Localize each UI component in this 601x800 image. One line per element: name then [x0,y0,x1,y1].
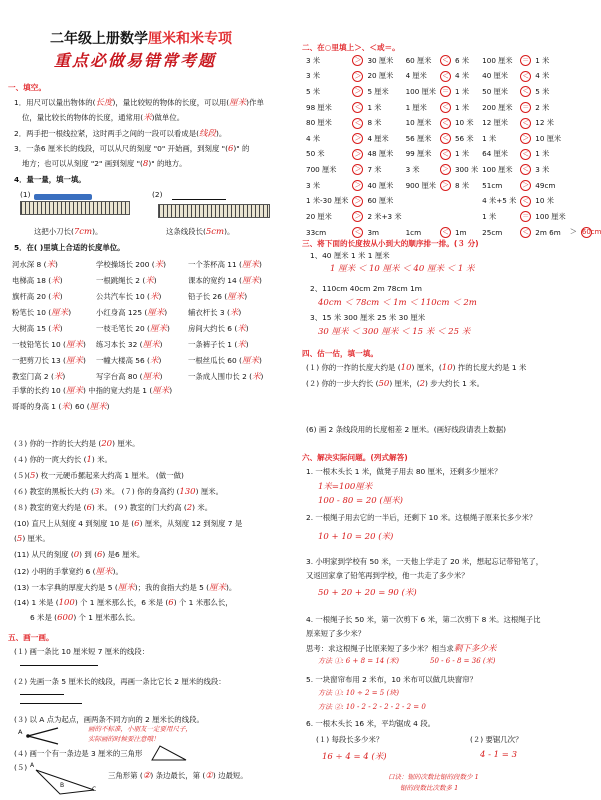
compare-symbol: ＜ [441,103,449,112]
compare-symbol: ＝ [441,87,449,96]
draw-5: (５) [14,763,28,772]
unit-cell: 一根跳绳长 2 (米) [96,276,157,286]
point-a-label: A [18,728,23,736]
q5-14: (14) 1 米是 (100) 个 1 厘米那么长，6 米是 (6) 个 1 米那么长， [14,598,233,608]
knife-image [34,194,92,200]
problem-4-answer2: 50 - 6 - 8 = 36 (米) [430,657,496,665]
answer: 厘米 [51,308,69,318]
compare-row: 80 厘米 ＜ 8 米 10 厘米 ＜ 10 米 12 厘米 ＜ 12 米 [306,118,554,128]
q5-4: (４) 你的一庹大约长 (1) 米。 [14,455,112,465]
unit-cell: 河水深 8 (米) [12,260,58,270]
answer: 长度 [95,98,113,108]
draw-note-2: 实际画的时候要注意哦！ [88,735,160,743]
problem-3-answer: 50 + 20 + 20 = 90 (米) [318,588,417,598]
problem-5-answer1: 方法 ①: 10 ÷ 2 = 5 (块) [318,689,399,697]
q5-11: (11) 从尺的刻度 (0) 到 (6) 是6 厘米。 [14,550,145,560]
order-3-answer: 30 厘米 ＜ 300 厘米 ＜ 15 米 ＜ 25 米 [318,327,471,337]
unit-cell: 辅衣杆长 3 (米) [188,308,242,318]
compare-symbol: ＞ [354,165,362,174]
unit-cell: 一条裤子长 1 (米) [188,340,249,350]
problem-6-1-answer: 16 ÷ 4 = 4 (米) [322,752,387,762]
q5-10: (10) 直尺上从刻度 4 到刻度 10 是 (6) 厘米，从刻度 12 到刻度 7 是 [14,519,243,529]
measured-segment [172,199,226,200]
answer: 厘米 [65,386,83,396]
vertex-a-label: A [30,762,35,769]
answer: 米 [229,308,239,318]
q2-line: 2．两手把一根线拉紧，这时两手之间的一段可以看成是(线段)。 [14,129,227,139]
compare-symbol: ＞ [354,181,362,190]
compare-symbol: ＞ [354,196,362,205]
triangle-abc [30,766,100,798]
compare-row: 5 米 ＞ 5 厘米 100 厘米 ＝ 1 米 50 厘米 ＜ 5 米 [306,86,550,96]
answer: 米 [61,402,70,412]
order-2: 2、110cm 40cm 2m 78cm 1m [310,284,422,293]
compare-symbol: ＝ [522,56,530,65]
q5-12: (12) 小明的手掌宽约 6 (厘米)。 [14,567,123,577]
compare-symbol: ＞ [354,149,362,158]
section-compare: 二、在○里填上＞、＜或＝。 [302,43,400,52]
compare-symbol: ＜ [522,71,530,80]
compare-symbol: ＞ [354,71,362,80]
problem-5: 5. 一块窗帘布用 2 米布，10 米布可以做几块窗帘？ [306,675,477,684]
vertex-b-label: B [60,782,65,789]
unit-cell: 旗杆高 20 (米) [12,292,63,302]
answer: 米 [237,324,246,334]
answer: 线段 [198,129,216,139]
q5-3: (３) 你的一拃的长大约是 (20) 厘米。 [14,439,140,449]
answer: 厘米 [241,356,259,366]
point-a-drawing [14,724,74,746]
q5-6-7: (６) 教室的黑板长大约 (3) 米。 (７) 你的身高约 (130) 厘米。 [14,487,223,497]
answer: 米 [237,340,246,350]
problem-6-2-answer: 4 - 1 = 3 [480,750,518,760]
answer: 厘米 [142,372,160,382]
draw-2: (２) 先画一条 5 厘米长的线段，再画一条比它长 2 厘米的线段： [14,677,226,686]
compare-symbol: ＞ [354,56,362,65]
problem-4c: 思考：求这根绳子比原来短了多少米？相当求剩下多少米 [306,644,497,654]
draw-1: (１) 画一条比 10 厘米短 7 厘米的线段： [14,647,150,656]
problem-2-answer: 10 + 10 = 20 (米) [318,532,394,542]
compare-symbol: ＜ [522,118,530,127]
q5-10b: (5) 厘米。 [14,534,50,544]
unit-cell: 一根丝瓜长 60 (厘米) [188,356,262,366]
q4-answer-2: 这条线段长(5cm)。 [166,227,235,237]
unit-cell: 公共汽车长 10 (米) [96,292,162,302]
problem-4b: 原来短了多少米？ [306,629,366,638]
drawn-segment-2 [20,694,64,695]
answer: 厘米 [229,98,247,108]
compare-row: 4 米 ＞ 4 厘米 56 厘米 ＜ 56 米 1 米 ＞ 10 厘米 [306,133,562,143]
compare-row: 50 米 ＞ 48 厘米 99 厘米 ＜ 1 米 64 厘米 ＜ 1 米 [306,149,550,159]
problem-6-1: (１) 每段长多少米？ [316,735,384,744]
compare-row: 3 米 ＞ 20 厘米 4 厘米 ＜ 4 米 40 厘米 ＜ 4 米 [306,71,550,81]
unit-cell: 教室门高 2 (米) [12,372,66,382]
q1-line2: 位，量比较长的物体的长度，通常用(米)做单位。 [22,113,185,123]
unit-cell: 房间大约长 6 (米) [188,324,249,334]
unit-cell: 一条成人围巾长 2 (米) [188,372,264,382]
section-word-problems: 六、解决实际问题。(列式解答) [302,453,408,462]
answer: 6 [227,144,234,154]
compare-row: 33cm ＜ 3m 1cm ＜ 1m 25cm ＜ 2m 6m ＞ 60cm [306,227,601,237]
q4-answer-1: 这把小刀长(7cm)。 [34,227,103,237]
problem-1: 1. 一根木头长 1 米，做凳子用去 80 厘米，还剩多少厘米？ [306,467,502,476]
unit-cell: 大树高 15 (米) [12,324,63,334]
unit-row-9: 手掌的长约 10 (厘米) 中指的宽大约是 1 (厘米) [12,386,173,396]
answer: 厘米 [241,276,259,286]
compare-symbol: ＝ [522,103,530,112]
compare-symbol: ＜ [522,196,530,205]
draw-5-answer: 三角形第 (②) 条边最长，第 (①) 边最短。 [108,771,248,781]
unit-cell: 写字台高 80 (厘米) [96,372,163,382]
q5-heading: 5．在( )里填上合适的长度单位。 [14,243,125,252]
section-draw: 五、画一画。 [8,633,54,642]
problem-6-2: (２) 要锯几次？ [470,735,523,744]
answer: 厘米 [147,308,165,318]
unit-cell: 小红身高 125 (厘米) [96,308,168,318]
unit-cell: 铅子长 26 (厘米) [188,292,248,302]
compare-row: 3 米 ＞ 30 厘米 60 厘米 ＜ 6 米 100 厘米 ＝ 1 米 [306,55,550,65]
q4-label-2: (2) [152,190,163,199]
unit-cell: 练习本长 32 (厘米) [96,340,163,350]
compare-row: 20 厘米 ＞ 2 米+3 米 1 米 ＝ 100 厘米 [306,211,566,221]
order-3: 3、15 米 300 厘米 25 米 30 厘米 [310,313,426,322]
order-2-answer: 40cm ＜ 78cm ＜ 1m ＜ 110cm ＜ 2m [318,298,477,308]
answer: 米 [51,324,60,334]
estimate-2: (２) 你的一步大约长 (50) 厘米，(2) 步大约长 1 米。 [306,379,485,389]
q1-line1: 1．用尺可以量出物体的(长度)，量比较短的物体的长度，可以用(厘米)作单 [14,98,264,108]
compare-row: 98 厘米 ＜ 1 米 1 厘米 ＜ 1 米 200 厘米 ＝ 2 米 [306,102,550,112]
problem-4a: 4. 一根绳子长 50 米，第一次剪下 6 米，第二次剪下 8 米。这根绳子比 [306,615,541,624]
answer: 厘米 [65,340,83,350]
compare-symbol: ＜ [441,149,449,158]
q5-8-9: (８) 教室的宽大约是 (6) 米。 (９) 教室的门大约高 (2) 米。 [14,503,213,513]
answer: 米 [149,292,159,302]
section-order: 三、将下面的长度按从小到大的顺序排一排。(３ 分) [302,239,479,248]
answer: 米 [252,372,261,382]
unit-row-10: 哥哥的身高 1 (米) 60 (厘米) [12,402,110,412]
drawn-segment-1 [20,665,98,666]
section-fill-blank: 一、填空。 [8,83,46,92]
problem-4-answer1: 方法 ①: 6 + 8 = 14 (米) [318,657,399,665]
unit-cell: 电梯高 18 (米) [12,276,63,286]
compare-symbol: ＜ [441,134,449,143]
answer: 8 [142,159,149,169]
compare-symbol: ＜ [354,227,362,236]
vertex-c-label: C [92,786,97,793]
compare-symbol: 60cm [581,227,601,236]
drawn-triangle [150,744,190,762]
unit-cell: 一个茶杯高 11 (厘米) [188,260,262,270]
unit-cell: 学校操场长 200 (米) [96,260,167,270]
answer: 厘米 [227,292,245,302]
answer: 厘米 [152,386,170,396]
problem-3a: 3. 小明家到学校有 50 米，一天他上学走了 20 米，想起忘记带铅笔了， [306,557,544,566]
rule-note-2: 锯的段数比次数多 1 [400,784,459,792]
compare-symbol: ＞ [354,134,362,143]
unit-cell: 课本的宽约 14 (厘米) [188,276,262,286]
compare-symbol: ＜ [441,227,449,236]
q5-14b: 6 米是 (600) 个 1 厘米那么长。 [30,613,140,623]
compare-symbol: ＜ [522,227,530,236]
order-1: 1、40 厘米 1 米 1 厘米 [310,251,390,260]
ruler-image-1 [20,201,130,215]
q4-heading: 4．量一量，填一填。 [14,175,86,184]
compare-symbol: ＜ [354,103,362,112]
compare-symbol: ＞ [441,181,449,190]
problem-5-answer2: 方法 ②: 10 - 2 - 2 - 2 - 2 - 2 = 0 [318,703,426,711]
unit-cell: 一把剪刀长 13 (厘米) [12,356,86,366]
worksheet-title [50,28,232,48]
answer: 米 [51,276,60,286]
compare-symbol: ＞ [522,181,530,190]
section-estimate: 四、估一估，填一填。 [302,349,378,358]
q5-5: (５)(5) 枚一元硬币摞起来大约高 1 厘米。 (做一做) [14,471,184,481]
problem-1-answer2: 100 - 80 = 20 (厘米) [318,496,403,506]
compare-symbol: ＜ [522,87,530,96]
ruler-image-2 [158,204,270,218]
compare-symbol: ＜ [522,165,530,174]
compare-symbol: ＜ [354,118,362,127]
answer: 厘米 [65,356,83,366]
compare-symbol: ＞ [354,87,362,96]
compare-table [304,53,601,240]
unit-cell: 一枝毛笔长 20 (厘米) [96,324,170,334]
unit-cell: 一幢大楼高 56 (米) [96,356,162,366]
q4-label-1: (1) [20,190,31,199]
compare-symbol: ＜ [441,56,449,65]
worksheet-subtitle: 重点必做易错常考题 [54,51,217,70]
problem-1-answer: 1米=100厘米 [318,482,373,492]
answer: 米 [145,276,154,286]
answer: 厘米 [149,324,167,334]
answer: 厘米 [89,402,107,412]
answer: 厘米 [241,260,259,270]
draw-3: (３) 以 A 点为起点，画两条不同方向的 2 厘米长的线段。 [14,715,204,724]
draw-4: (４) 画一个有一条边是 3 厘米的三角形 [14,749,143,758]
compare-symbol: ＝ [522,212,530,221]
answer: 米 [53,372,63,382]
compare-symbol: ＞ [441,165,449,174]
compare-row: 700 厘米 ＞ 7 米 3 米 ＞ 300 米 100 厘米 ＜ 3 米 [306,164,550,174]
unit-cell: 粉笔长 10 (厘米) [12,308,72,318]
q5-13: (13) 一本字典的厚度大约是 5 (厘米)；我的食指大约是 5 (厘米)。 [14,583,237,593]
answer: 米 [51,292,60,302]
answer: 厘米 [142,340,160,350]
problem-3b: 又返回家拿了铅笔再到学校，他一共走了多少米？ [306,571,469,580]
answer: 7cm [73,227,93,237]
compare-symbol: ＜ [441,118,449,127]
answer: 米 [46,260,55,270]
compare-symbol: ＜ [522,149,530,158]
order-1-answer: 1 厘米 ＜ 10 厘米 ＜ 40 厘米 ＜ 1 米 [330,264,475,274]
problem-6: 6. 一根木头长 16 米，平均锯成 4 段。 [306,719,435,728]
answer: 米 [154,260,164,270]
compare-symbol: ＜ [441,71,449,80]
q3-line1: 3．一条6 厘米长的线段，可以从尺的刻度 "0" 开始画，到刻度 "(6)" 的 [14,144,250,154]
rule-note-1: 口诀：锯的次数比锯的段数少 1 [388,773,479,781]
estimate-1: (１) 你的一拃的长度大约是 (10) 厘米，(10) 拃的长度大约是 1 米 [306,363,527,373]
answer: 米 [143,113,152,123]
compare-row: 3 米 ＞ 40 厘米 900 厘米 ＞ 8 米 51cm ＞ 49cm [306,180,556,191]
problem-2: 2. 一根绳子用去它的一半后，还剩下 10 米。这根绳子原来长多少米？ [306,513,537,522]
draw-note-1: 画的不标准，小朋友一定要用尺子， [88,725,192,733]
compare-symbol: ＞ [354,212,362,221]
q3-line2: 地方；也可以从刻度 "2" 画到刻度 "(8)" 的地方。 [22,159,187,169]
answer: 米 [149,356,159,366]
drawn-segment-3 [20,703,82,704]
compare-row: 1 米-30 厘米 ＞ 60 厘米 4 米+5 米 ＜ 10 米 [306,196,554,206]
title-red: 厘米和米专项 [148,31,232,47]
title-black: 二年级上册数学 [50,31,148,47]
compare-symbol: ＞ [522,134,530,143]
unit-cell: 一枝铅笔长 10 (厘米) [12,340,86,350]
draw-6: (6) 画 2 条线段用的长度相差 2 厘米。(画好线段请表上数据) [306,425,506,434]
answer: 5cm [205,227,225,237]
